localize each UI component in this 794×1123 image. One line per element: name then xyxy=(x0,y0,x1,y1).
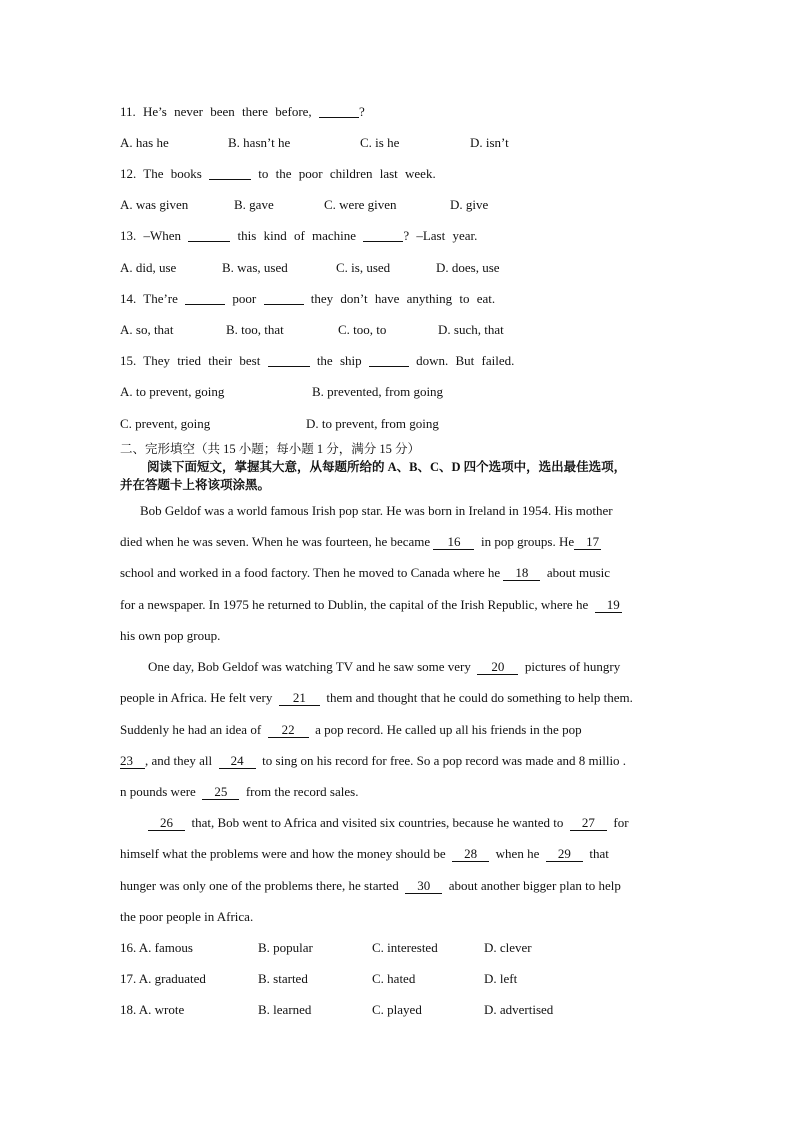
answer-blank xyxy=(185,292,225,305)
option-16c: C. interested xyxy=(372,940,438,955)
passage-text: hunger was only one of the problems there, he started xyxy=(120,878,399,893)
question-14-text: 14. The’re xyxy=(120,291,178,306)
passage-text: Suddenly he had an idea of xyxy=(120,722,262,737)
passage-text: to sing on his record for free. So a pop record was made and 8 millio . xyxy=(262,753,627,768)
question-15-text: 15. They tried their best xyxy=(120,353,261,368)
passage-line xyxy=(120,597,622,613)
cloze-blank-24: 24 xyxy=(219,753,256,769)
passage-line xyxy=(120,565,610,581)
cloze-blank-20: 20 xyxy=(477,659,518,675)
option-18d: D. advertised xyxy=(484,1002,554,1017)
option-16d: D. clever xyxy=(484,940,532,955)
passage-line xyxy=(120,846,609,862)
passage-text: One day, Bob Geldof was watching TV and he saw some very xyxy=(148,659,471,674)
question-13-text: 13. –When xyxy=(120,228,182,243)
passage-text: , and they all xyxy=(145,753,213,768)
option-16b: B. popular xyxy=(258,940,313,955)
section-instruction-continued: 并在答题卡上将该项涂黑。 xyxy=(120,478,271,492)
question-15-text-mid: the ship xyxy=(316,353,362,368)
option-16a: 16. A. famous xyxy=(120,940,193,955)
answer-blank xyxy=(319,105,359,118)
cloze-blank-23: 23 xyxy=(120,753,145,769)
cloze-blank-22: 22 xyxy=(268,722,309,738)
passage-text: school and worked in a food factory. Then he moved to Canada where he xyxy=(120,565,501,580)
option-13d: D. does, use xyxy=(436,260,500,275)
answer-blank xyxy=(188,229,230,242)
option-15d: D. to prevent, from going xyxy=(306,416,439,431)
option-11b: B. hasn’t he xyxy=(228,135,291,150)
cloze-blank-21: 21 xyxy=(279,690,320,706)
passage-text: when he xyxy=(495,846,540,861)
cloze-blank-28: 28 xyxy=(452,846,489,862)
section-instruction: 阅读下面短文，掌握其大意，从每题所给的 A、B、C、D 四个选项中，选出最佳选项， xyxy=(147,460,627,474)
question-13 xyxy=(120,228,477,244)
option-12a: A. was given xyxy=(120,197,189,212)
option-15c: C. prevent, going xyxy=(120,416,211,431)
option-15b: B. prevented, from going xyxy=(312,384,444,399)
passage-line: Bob Geldof was a world famous Irish pop star. He was born in Ireland in 1954. His mother xyxy=(140,503,613,518)
question-12-text-end: to the poor children last week. xyxy=(258,166,436,181)
option-17a: 17. A. graduated xyxy=(120,971,206,986)
passage-line xyxy=(120,784,358,800)
question-15 xyxy=(120,353,514,369)
question-13-text-mid: this kind of machine xyxy=(237,228,357,243)
cloze-blank-18: 18 xyxy=(503,565,540,581)
cloze-blank-26: 26 xyxy=(148,815,185,831)
passage-line xyxy=(148,815,629,831)
option-11c: C. is he xyxy=(360,135,400,150)
option-14c: C. too, to xyxy=(338,322,387,337)
passage-text: for a newspaper. In 1975 he returned to Dublin, the capital of the Irish Republic, where he xyxy=(120,597,589,612)
cloze-blank-27: 27 xyxy=(570,815,607,831)
passage-text: a pop record. He called up all his friends in the pop xyxy=(315,722,582,737)
option-12b: B. gave xyxy=(234,197,274,212)
passage-line xyxy=(148,659,620,675)
option-11a: A. has he xyxy=(120,135,169,150)
cloze-blank-29: 29 xyxy=(546,846,583,862)
question-12-text: 12. The books xyxy=(120,166,202,181)
passage-text: died when he was seven. When he was fourteen, he became xyxy=(120,534,431,549)
option-18c: C. played xyxy=(372,1002,422,1017)
answer-blank xyxy=(268,354,310,367)
answer-blank xyxy=(369,354,409,367)
question-12 xyxy=(120,166,436,182)
question-14-text-mid: poor xyxy=(232,291,257,306)
cloze-blank-16: 16 xyxy=(433,534,474,550)
passage-text: pictures of hungry xyxy=(524,659,621,674)
answer-blank xyxy=(264,292,304,305)
option-18b: B. learned xyxy=(258,1002,312,1017)
passage-text: in pop groups. He xyxy=(480,534,575,549)
passage-text: them and thought that he could do something to help them. xyxy=(326,690,633,705)
option-18a: 18. A. wrote xyxy=(120,1002,185,1017)
option-17b: B. started xyxy=(258,971,308,986)
passage-line xyxy=(120,690,633,706)
option-15a: A. to prevent, going xyxy=(120,384,225,399)
option-12c: C. were given xyxy=(324,197,397,212)
passage-text: that xyxy=(589,846,609,861)
question-13-text-end: ? –Last year. xyxy=(403,228,478,243)
option-13b: B. was, used xyxy=(222,260,288,275)
passage-line xyxy=(120,753,626,769)
question-mark: ? xyxy=(358,104,365,119)
question-11-text: 11. He’s never been there before, xyxy=(120,104,312,119)
passage-line: his own pop group. xyxy=(120,628,221,643)
option-12d: D. give xyxy=(450,197,489,212)
answer-blank xyxy=(363,229,403,242)
section-heading: 二、完形填空（共 15 小题；每小题 1 分，满分 15 分） xyxy=(120,442,421,456)
option-14a: A. so, that xyxy=(120,322,174,337)
question-15-text-end: down. But failed. xyxy=(416,353,515,368)
option-13a: A. did, use xyxy=(120,260,177,275)
passage-text: n pounds were xyxy=(120,784,196,799)
question-14-text-end: they don’t have anything to eat. xyxy=(310,291,496,306)
option-17d: D. left xyxy=(484,971,518,986)
cloze-blank-19: 19 xyxy=(595,597,622,613)
passage-text: from the record sales. xyxy=(245,784,359,799)
passage-text: for xyxy=(613,815,629,830)
passage-text: people in Africa. He felt very xyxy=(120,690,273,705)
passage-line xyxy=(120,534,601,550)
option-17c: C. hated xyxy=(372,971,416,986)
option-13c: C. is, used xyxy=(336,260,391,275)
passage-text: that, Bob went to Africa and visited six countries, because he wanted to xyxy=(191,815,564,830)
cloze-blank-17: 17 xyxy=(574,534,601,550)
option-14b: B. too, that xyxy=(226,322,284,337)
passage-line: the poor people in Africa. xyxy=(120,909,254,924)
option-14d: D. such, that xyxy=(438,322,504,337)
passage-text: about another bigger plan to help xyxy=(448,878,621,893)
question-11 xyxy=(120,104,365,120)
cloze-blank-30: 30 xyxy=(405,878,442,894)
passage-line xyxy=(120,878,621,894)
cloze-blank-25: 25 xyxy=(202,784,239,800)
passage-line xyxy=(120,722,582,738)
question-14 xyxy=(120,291,495,307)
answer-blank xyxy=(209,167,251,180)
passage-text: about music xyxy=(546,565,611,580)
option-11d: D. isn’t xyxy=(470,135,509,150)
passage-text: himself what the problems were and how the money should be xyxy=(120,846,446,861)
